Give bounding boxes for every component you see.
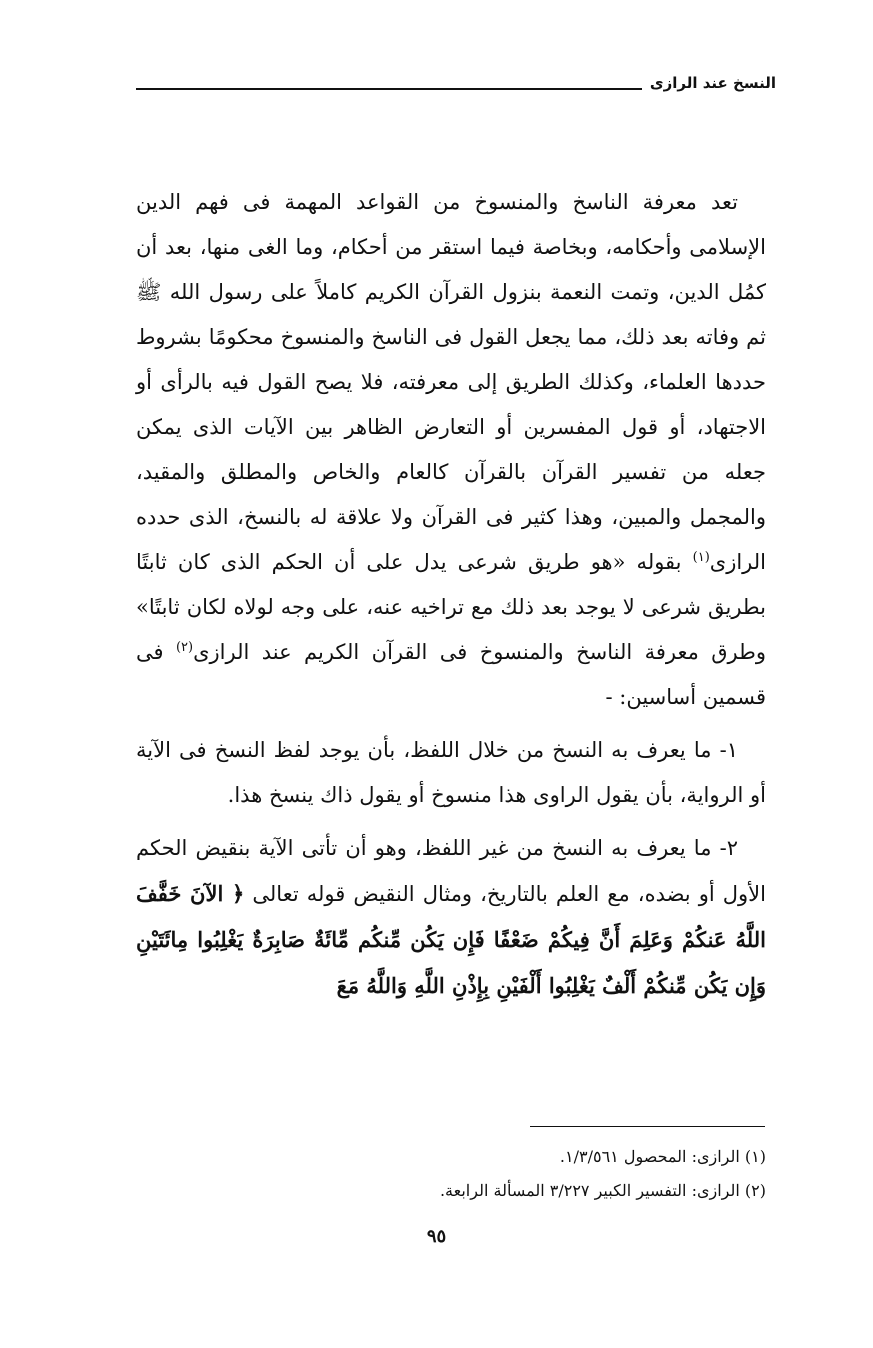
running-header [136,72,776,94]
list-item: ١- ما يعرف به النسخ من خلال اللفظ، بأن يوجد لفظ النسخ فى الآية أو الرواية، بأن يقول الراوى هذا منسوخ أو يقول ذاك ينسخ هذا. [136,738,766,807]
intro-paragraph [136,180,766,720]
running-header-title: النسخ عند الرازى [649,74,776,92]
intro-text-continued: بقوله «هو طريق شرعى يدل على أن الحكم الذى كان ثابتًا بطريق شرعى لا يوجد بعد ذلك مع تراخيه عنه، على وجه لولاه لكان ثابتًا» وطرق معرفة الناسخ والمنسوخ فى القرآن الكريم عند الرازى [136,550,766,664]
page-number: ٩٥ [426,1226,447,1247]
header-rule [136,88,642,90]
footnote-ref-2: (٢) [175,640,194,655]
intro-text: تعد معرفة الناسخ والمنسوخ من القواعد المهمة فى فهم الدين الإسلامى وأحكامه، وبخاصة فيما استقر من أحكام، وما الغى منها، بعد أن كمُل الدين، وتمت النعمة بنزول القرآن الكريم كاملاً على رسول الله ﷺ ثم وفاته بعد ذلك، مما يجعل القول فى الناسخ والمنسوخ محكومًا بشروط حددها العلماء، وكذلك الطريق إلى معرفته، فلا يصح القول فيه بالرأى أو الاجتهاد، أو قول المفسرين أو التعارض الظاهر بين الآيات الذى يمكن جعله من تفسير القرآن بالقرآن كالعام والخاص والمطلق والمقيد، والمجمل والمبين، وهذا كثير فى القرآن ولا علاقة له بالنسخ، الذى حدده الرازى [136,190,766,574]
quran-verse: ﴿ الآنَ خَفَّفَ اللَّهُ عَنكُمْ وَعَلِمَ أَنَّ فِيكُمْ ضَعْفًا فَإِن يَكُن مِّنكُم مِّائَةٌ صَابِرَةٌ يَغْلِبُوا مِائَتَيْنِ وَإِن يَكُن مِّنكُمْ أَلْفٌ يَغْلِبُوا أَلْفَيْنِ بِإِذْنِ اللَّهِ وَاللَّهُ مَعَ [136,881,766,998]
intro-text-end: فى قسمين أساسين: - [136,640,766,709]
footnotes [136,1140,766,1208]
footnote-separator [530,1126,765,1127]
list-item-text: ٢- ما يعرف به النسخ من غير اللفظ، وهو أن تأتى الآية بنقيض الحكم الأول أو بضده، مع العلم بالتاريخ، ومثال النقيض قوله تعالى [136,836,766,906]
footnote-2: (٢) الرازى: التفسير الكبير ٣/٢٢٧ المسألة الرابعة. [439,1181,766,1200]
footnote-ref-1: (١) [692,550,710,565]
list-item [136,826,766,1009]
footnote-1: (١) الرازى: المحصول ١/٣/٥٦١. [559,1147,766,1166]
main-text [136,180,766,1009]
